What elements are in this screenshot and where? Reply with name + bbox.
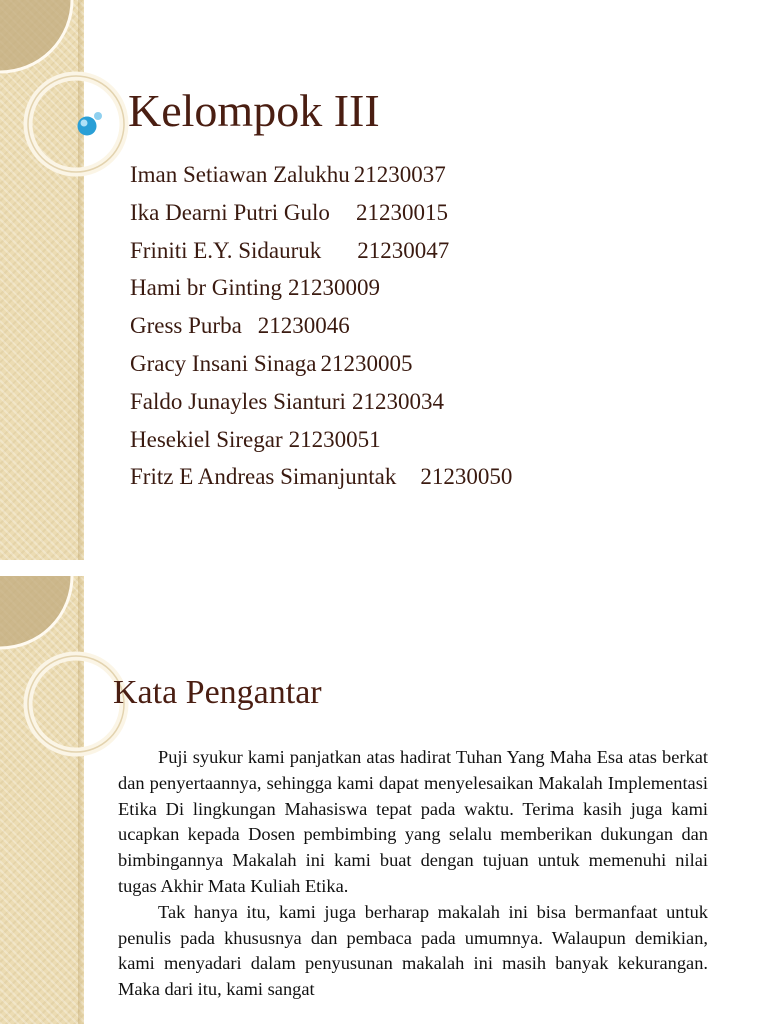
list-item xyxy=(130,421,512,459)
member-nim: 21230015 xyxy=(355,199,448,225)
member-name: Fritz E Andreas Simanjuntak xyxy=(130,464,397,490)
small-bullet-dot-icon xyxy=(94,112,102,120)
list-item xyxy=(130,194,512,232)
foreword-body xyxy=(118,745,708,1003)
list-item xyxy=(130,269,512,307)
decorative-rings xyxy=(0,0,140,560)
member-nim: 21230009 xyxy=(288,275,381,301)
member-nim: 21230047 xyxy=(357,237,450,263)
list-item xyxy=(130,458,512,496)
member-name: Ika Dearni Putri Gulo xyxy=(130,199,330,225)
list-item xyxy=(130,232,512,270)
member-name: Hami br Ginting xyxy=(130,275,283,301)
member-nim: 21230037 xyxy=(353,162,446,187)
paragraph: Puji syukur kami panjatkan atas hadirat Tuhan Yang Maha Esa atas berkat dan penyertaannya, sehingga kami dapat menyelesaikan Makalah Implementasi Etika Di lingkungan Mahasiswa tepat pada waktu. Terima kasih juga kami ucapkan kepada Dosen pembimbing yang selalu memberikan dukungan dan bimbingannya Makalah ini kami buat dengan tujuan untuk memenuhi nilai tugas Akhir Mata Kuliah Etika. xyxy=(118,747,708,896)
member-name: Faldo Junayles Sianturi xyxy=(130,388,346,414)
decorative-ring-outline xyxy=(28,656,124,752)
member-nim: 21230005 xyxy=(320,350,413,376)
member-nim: 21230050 xyxy=(420,464,513,490)
slide-title: Kelompok III xyxy=(128,85,380,136)
member-name: Gracy Insani Sinaga xyxy=(130,350,317,376)
member-name: Gress Purba xyxy=(130,313,242,339)
page-separator xyxy=(0,560,768,576)
member-list xyxy=(130,156,512,496)
member-name: Iman Setiawan Zalukhu xyxy=(130,162,350,187)
member-nim: 21230046 xyxy=(257,313,350,339)
paragraph: Tak hanya itu, kami juga berharap makalah ini bisa bermanfaat untuk penulis pada khususnya dan pembaca pada umumnya. Walaupun demikian, kami menyadari dalam penyusunan makalah ini masih banyak kekurangan. Maka dari itu, kami sangat xyxy=(118,901,708,1000)
section-title: Kata Pengantar xyxy=(113,674,322,711)
member-nim: 21230051 xyxy=(288,426,381,452)
bullet-highlight xyxy=(81,120,88,127)
blue-bullet-dot-icon xyxy=(78,117,97,136)
list-item xyxy=(130,307,512,345)
member-name: Friniti E.Y. Sidauruk xyxy=(130,237,322,263)
member-nim: 21230034 xyxy=(351,388,444,414)
member-name: Hesekiel Siregar xyxy=(130,426,283,452)
decorative-ring-outline xyxy=(28,76,124,172)
list-item xyxy=(130,156,512,194)
list-item xyxy=(130,345,512,383)
list-item xyxy=(130,383,512,421)
